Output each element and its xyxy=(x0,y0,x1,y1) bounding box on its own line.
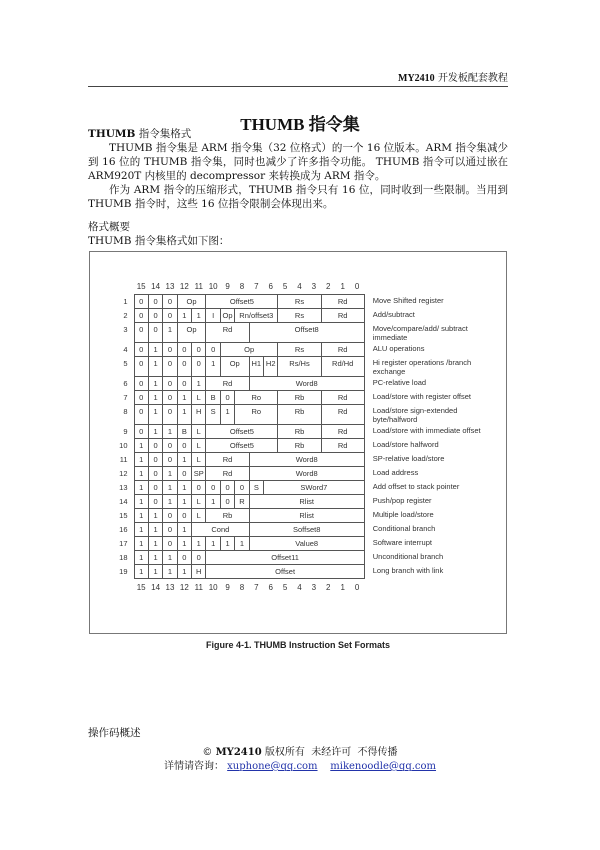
bit-number: 10 xyxy=(208,583,218,592)
bit-field: Rd/Hd xyxy=(321,357,364,377)
bit-cell: 0 xyxy=(163,453,177,467)
format-row xyxy=(106,467,494,481)
bit-cell: SP xyxy=(192,467,206,481)
format-description: Load address xyxy=(372,467,419,477)
page-header xyxy=(398,69,508,84)
figure-caption: Figure 4-1. THUMB Instruction Set Formats xyxy=(205,640,391,650)
bit-cell: 0 xyxy=(134,309,148,323)
bit-cell: L xyxy=(192,439,206,453)
format-row xyxy=(106,523,494,537)
bit-cell: 0 xyxy=(163,537,177,551)
bit-cell: 0 xyxy=(134,343,148,357)
bit-number: 0 xyxy=(354,282,360,291)
format-row xyxy=(106,537,494,551)
bit-cell: 0 xyxy=(192,357,206,377)
bit-cell: 1 xyxy=(177,537,191,551)
bit-cell: 1 xyxy=(163,565,177,579)
bit-field: Rs xyxy=(278,295,321,309)
bit-cell: R xyxy=(235,495,249,509)
bit-cell: 1 xyxy=(177,481,191,495)
section-overview xyxy=(88,220,508,248)
bit-cell: 0 xyxy=(177,509,191,523)
bit-cell: 0 xyxy=(177,551,191,565)
bit-cell: 0 xyxy=(148,467,162,481)
bit-cell: 1 xyxy=(148,343,162,357)
bit-cell: 1 xyxy=(192,537,206,551)
format-row xyxy=(106,495,494,509)
bit-cell: 1 xyxy=(177,405,191,425)
bit-number: 7 xyxy=(254,583,259,592)
bit-field: Op xyxy=(220,343,278,357)
row-number: 3 xyxy=(123,324,128,334)
bit-field: Rd xyxy=(321,343,364,357)
bit-cell: 1 xyxy=(163,323,177,343)
bit-cell: 1 xyxy=(163,481,177,495)
bit-cell: L xyxy=(192,509,206,523)
row-number: 19 xyxy=(119,566,128,576)
bit-cell: S xyxy=(249,481,263,495)
bit-cell: Op xyxy=(220,309,234,323)
bit-field: Rd xyxy=(321,295,364,309)
format-row xyxy=(106,323,494,343)
bit-field: Offset xyxy=(206,565,364,579)
bit-field: Word8 xyxy=(249,467,364,481)
bit-cell: 0 xyxy=(148,481,162,495)
bit-field: Cond xyxy=(192,523,250,537)
bit-cell: 1 xyxy=(134,509,148,523)
format-row xyxy=(106,425,494,439)
bit-number: 14 xyxy=(151,583,161,592)
format-row xyxy=(106,343,494,357)
bit-cell: 1 xyxy=(177,495,191,509)
bit-number: 1 xyxy=(340,583,345,592)
format-description: Push/pop register xyxy=(372,495,432,505)
bit-cell: 1 xyxy=(134,453,148,467)
row-number: 6 xyxy=(123,378,128,388)
bit-cell: H1 xyxy=(249,357,263,377)
bit-field: Rs xyxy=(278,309,321,323)
bit-number: 13 xyxy=(165,282,175,291)
format-row xyxy=(106,453,494,467)
bit-field: Rb xyxy=(278,439,321,453)
header-brand: MY2410 xyxy=(398,73,435,84)
bit-cell: H xyxy=(192,405,206,425)
bit-number: 6 xyxy=(268,583,273,592)
bit-cell: 1 xyxy=(163,551,177,565)
format-description: Long branch with link xyxy=(372,565,444,575)
bit-field: Rd xyxy=(321,439,364,453)
bit-field: Offset5 xyxy=(206,295,278,309)
paragraph: THUMB 指令集是 ARM 指令集（32 位格式）的一个 16 位版本。ARM 指令集减少到 16 位的 THUMB 指令集，同时也减少了许多指令功能。 THUMB 指令可以通过嵌在 ARM920T 内核里的 decompressor 来转换成为 ARM 指令。 xyxy=(88,142,508,182)
bit-cell: 1 xyxy=(134,565,148,579)
bit-cell: 0 xyxy=(192,551,206,565)
bit-cell: 1 xyxy=(163,467,177,481)
bit-cell: 0 xyxy=(163,343,177,357)
format-row xyxy=(106,439,494,453)
bit-cell: 0 xyxy=(206,343,220,357)
bit-number: 3 xyxy=(311,583,317,592)
format-row xyxy=(106,565,494,579)
footer-contact xyxy=(0,760,600,774)
bit-cell: H2 xyxy=(264,357,278,377)
bit-cell: 0 xyxy=(134,425,148,439)
figure-box xyxy=(89,251,507,634)
bit-number: 11 xyxy=(194,583,203,592)
format-row xyxy=(106,377,494,391)
bit-cell: 0 xyxy=(163,523,177,537)
section-opcode xyxy=(88,726,508,740)
bit-cell: 1 xyxy=(220,405,234,425)
bit-cell: 1 xyxy=(235,537,249,551)
bit-cell: 1 xyxy=(134,439,148,453)
bit-cell: 1 xyxy=(192,377,206,391)
bit-cell: S xyxy=(206,405,220,425)
bit-number: 15 xyxy=(136,282,146,291)
format-description: Add/subtract xyxy=(372,309,415,319)
bit-number: 8 xyxy=(239,282,245,291)
email-link-mikenoodle[interactable]: mikenoodle@qq.com xyxy=(330,761,437,772)
bit-number: 13 xyxy=(165,583,175,592)
main-content xyxy=(88,127,508,651)
bit-number: 4 xyxy=(297,583,302,592)
format-description: Move/compare/add/ subtract immediate xyxy=(372,323,468,342)
bit-cell: 0 xyxy=(177,343,191,357)
row-number: 4 xyxy=(123,344,128,354)
bit-cell: 1 xyxy=(163,495,177,509)
bit-cell: 1 xyxy=(134,481,148,495)
bit-cell: 0 xyxy=(163,357,177,377)
row-number: 9 xyxy=(123,426,128,436)
bit-field: Rs/Hs xyxy=(278,357,321,377)
bit-cell: 1 xyxy=(192,309,206,323)
email-link-xuphone[interactable]: xuphone@qq.com xyxy=(227,761,318,772)
bit-cell: 1 xyxy=(134,551,148,565)
bit-number: 11 xyxy=(194,282,203,291)
bit-cell: 0 xyxy=(220,391,234,405)
bit-cell: 1 xyxy=(148,523,162,537)
bit-field: Op xyxy=(177,323,206,343)
format-row xyxy=(106,405,494,425)
bit-cell: 0 xyxy=(220,481,234,495)
format-row xyxy=(106,295,494,309)
paragraph: 作为 ARM 指令的压缩形式，THUMB 指令只有 16 位，同时收到一些限制。当用到 THUMB 指令时，这些 16 位指令限制会体现出来。 xyxy=(88,184,508,210)
bit-cell: 0 xyxy=(177,357,191,377)
bit-number: 12 xyxy=(179,282,189,291)
format-row xyxy=(106,481,494,495)
format-description: Unconditional branch xyxy=(372,551,444,561)
bit-cell: 0 xyxy=(163,405,177,425)
bit-cell: 1 xyxy=(177,565,191,579)
bit-cell: 0 xyxy=(134,323,148,343)
bit-cell: 0 xyxy=(220,495,234,509)
bit-field: Word8 xyxy=(249,453,364,467)
format-row xyxy=(106,551,494,565)
row-number: 1 xyxy=(123,296,128,306)
footer xyxy=(0,746,600,774)
bit-cell: 0 xyxy=(134,357,148,377)
format-description: Load/store halfword xyxy=(372,439,439,449)
format-row xyxy=(106,357,494,377)
section-heading: 操作码概述 xyxy=(88,727,141,739)
bit-cell: L xyxy=(192,425,206,439)
bit-cell: 0 xyxy=(148,309,162,323)
bit-cell: 0 xyxy=(148,323,162,343)
format-description: Hi register operations /branch exchange xyxy=(372,357,472,376)
bit-cell: 1 xyxy=(206,537,220,551)
bit-cell: 0 xyxy=(163,309,177,323)
figure-intro: THUMB 指令集格式如下图： xyxy=(88,235,230,247)
section-format xyxy=(88,127,508,211)
bit-number: 12 xyxy=(179,583,189,592)
bit-field: Value8 xyxy=(249,537,364,551)
bit-cell: 1 xyxy=(148,537,162,551)
footer-rights: 版权所有 未经许可 不得传播 xyxy=(264,747,398,758)
bit-cell: 1 xyxy=(134,495,148,509)
bit-field: Rd xyxy=(321,309,364,323)
bit-field: Rb xyxy=(278,391,321,405)
copyright-symbol: © xyxy=(202,747,213,758)
bit-cell: 1 xyxy=(177,391,191,405)
format-description: Conditional branch xyxy=(372,523,436,533)
bit-cell: 0 xyxy=(163,377,177,391)
bit-field: Ro xyxy=(235,405,278,425)
bit-cell: 0 xyxy=(134,377,148,391)
heading-rest: 指令集格式 xyxy=(135,128,192,140)
format-description: Move Shifted register xyxy=(372,295,444,305)
header-divider xyxy=(88,86,508,87)
bit-field: Rb xyxy=(206,509,249,523)
bit-field: Rlist xyxy=(249,509,364,523)
format-description: Load/store sign-extended byte/halfword xyxy=(372,405,458,424)
bit-cell: L xyxy=(192,495,206,509)
bit-field: Rs xyxy=(278,343,321,357)
bit-cell: 1 xyxy=(206,357,220,377)
bit-number: 2 xyxy=(326,282,331,291)
row-number: 8 xyxy=(123,406,128,416)
bit-cell: 0 xyxy=(192,343,206,357)
bit-field: Rlist xyxy=(249,495,364,509)
format-description: Load/store with immediate offset xyxy=(372,425,481,435)
bit-cell: L xyxy=(192,453,206,467)
format-description: Software interrupt xyxy=(372,537,432,547)
bit-number: 1 xyxy=(340,282,345,291)
bit-number: 4 xyxy=(297,282,302,291)
footer-brand: MY2410 xyxy=(215,747,262,758)
bit-field: Soffset8 xyxy=(249,523,364,537)
bit-field: Rd xyxy=(321,425,364,439)
bit-cell: 1 xyxy=(148,509,162,523)
row-number: 14 xyxy=(119,496,128,506)
bit-cell: 0 xyxy=(163,509,177,523)
bit-number: 8 xyxy=(239,583,245,592)
format-description: Multiple load/store xyxy=(372,509,434,519)
bit-cell: B xyxy=(206,391,220,405)
format-row xyxy=(106,509,494,523)
bit-cell: 0 xyxy=(177,377,191,391)
bit-field: Rn/offset3 xyxy=(235,309,278,323)
bit-numbers-top xyxy=(134,282,506,292)
bit-cell: 1 xyxy=(148,405,162,425)
bit-number: 10 xyxy=(208,282,218,291)
bit-cell: 1 xyxy=(148,357,162,377)
bit-number: 3 xyxy=(311,282,317,291)
bit-cell: 0 xyxy=(148,439,162,453)
bit-field: Op xyxy=(177,295,206,309)
bit-number: 6 xyxy=(268,282,273,291)
bit-cell: 0 xyxy=(235,481,249,495)
bit-cell: 1 xyxy=(148,425,162,439)
bit-field: Rd xyxy=(206,467,249,481)
bit-number: 5 xyxy=(282,583,288,592)
bit-field: Offset5 xyxy=(206,425,278,439)
bit-field: Offset11 xyxy=(206,551,364,565)
header-subtitle: 开发板配套教程 xyxy=(437,73,508,84)
bit-cell: I xyxy=(206,309,220,323)
bit-cell: 0 xyxy=(163,391,177,405)
bit-number: 2 xyxy=(326,583,331,592)
bit-field: Op xyxy=(220,357,249,377)
bit-cell: 0 xyxy=(148,295,162,309)
format-description: PC-relative load xyxy=(372,377,427,387)
format-description: Add offset to stack pointer xyxy=(372,481,460,491)
row-number: 12 xyxy=(119,468,128,478)
bit-number: 0 xyxy=(354,583,360,592)
bit-cell: 1 xyxy=(134,467,148,481)
bit-cell: 1 xyxy=(134,537,148,551)
row-number: 10 xyxy=(119,440,128,450)
bit-cell: 0 xyxy=(134,295,148,309)
row-number: 2 xyxy=(123,310,128,320)
bit-cell: 0 xyxy=(148,453,162,467)
bit-cell: B xyxy=(177,425,191,439)
bit-cell: 1 xyxy=(148,377,162,391)
bit-cell: 1 xyxy=(177,523,191,537)
bit-field: SWord7 xyxy=(264,481,365,495)
bit-cell: 0 xyxy=(163,439,177,453)
bit-field: Word8 xyxy=(249,377,364,391)
bit-field: Offset5 xyxy=(206,439,278,453)
row-number: 13 xyxy=(119,482,128,492)
bit-cell: L xyxy=(192,391,206,405)
bit-number: 9 xyxy=(225,282,230,291)
bit-number: 5 xyxy=(282,282,288,291)
bit-cell: 1 xyxy=(134,523,148,537)
bit-field: Rd xyxy=(206,377,249,391)
bit-number: 7 xyxy=(254,282,259,291)
format-description: Load/store with register offset xyxy=(372,391,471,401)
bit-cell: 1 xyxy=(148,565,162,579)
bit-cell: 0 xyxy=(148,495,162,509)
page-title: THUMB 指令集 xyxy=(240,115,360,134)
heading-bold: THUMB xyxy=(88,128,136,140)
bit-field: Rd xyxy=(321,405,364,425)
row-number: 15 xyxy=(119,510,128,520)
bit-cell: 1 xyxy=(177,309,191,323)
row-number: 11 xyxy=(119,454,128,464)
section-heading xyxy=(88,127,508,141)
format-description: ALU operations xyxy=(372,343,425,353)
bit-field: Rd xyxy=(321,391,364,405)
bit-number: 15 xyxy=(136,583,146,592)
bit-cell: 1 xyxy=(148,551,162,565)
instruction-format-table xyxy=(106,294,494,579)
bit-cell: 0 xyxy=(192,481,206,495)
bit-cell: 0 xyxy=(134,405,148,425)
format-row xyxy=(106,309,494,323)
bit-numbers-bottom xyxy=(134,583,506,593)
row-number: 17 xyxy=(119,538,128,548)
row-number: 18 xyxy=(119,552,128,562)
format-row xyxy=(106,391,494,405)
bit-cell: 0 xyxy=(163,295,177,309)
bit-number: 14 xyxy=(151,282,161,291)
row-number: 7 xyxy=(123,392,128,402)
bit-cell: 1 xyxy=(163,425,177,439)
bit-cell: 1 xyxy=(206,495,220,509)
bit-cell: 0 xyxy=(134,391,148,405)
footer-copyright xyxy=(0,746,600,760)
bit-number: 9 xyxy=(225,583,230,592)
row-number: 5 xyxy=(123,358,128,368)
bit-cell: 0 xyxy=(206,481,220,495)
bit-field: Ro xyxy=(235,391,278,405)
contact-label: 详情请咨询： xyxy=(163,761,224,772)
bit-cell: H xyxy=(192,565,206,579)
bit-cell: 1 xyxy=(148,391,162,405)
format-description: SP-relative load/store xyxy=(372,453,445,463)
bit-field: Offset8 xyxy=(249,323,364,343)
row-number: 16 xyxy=(119,524,128,534)
bit-field: Rb xyxy=(278,425,321,439)
section-heading: 格式概要 xyxy=(88,221,130,233)
bit-cell: 1 xyxy=(177,453,191,467)
bit-cell: 1 xyxy=(220,537,234,551)
bit-field: Rd xyxy=(206,453,249,467)
bit-cell: 0 xyxy=(177,439,191,453)
bit-cell: 0 xyxy=(177,467,191,481)
bit-field: Rd xyxy=(206,323,249,343)
bit-field: Rb xyxy=(278,405,321,425)
